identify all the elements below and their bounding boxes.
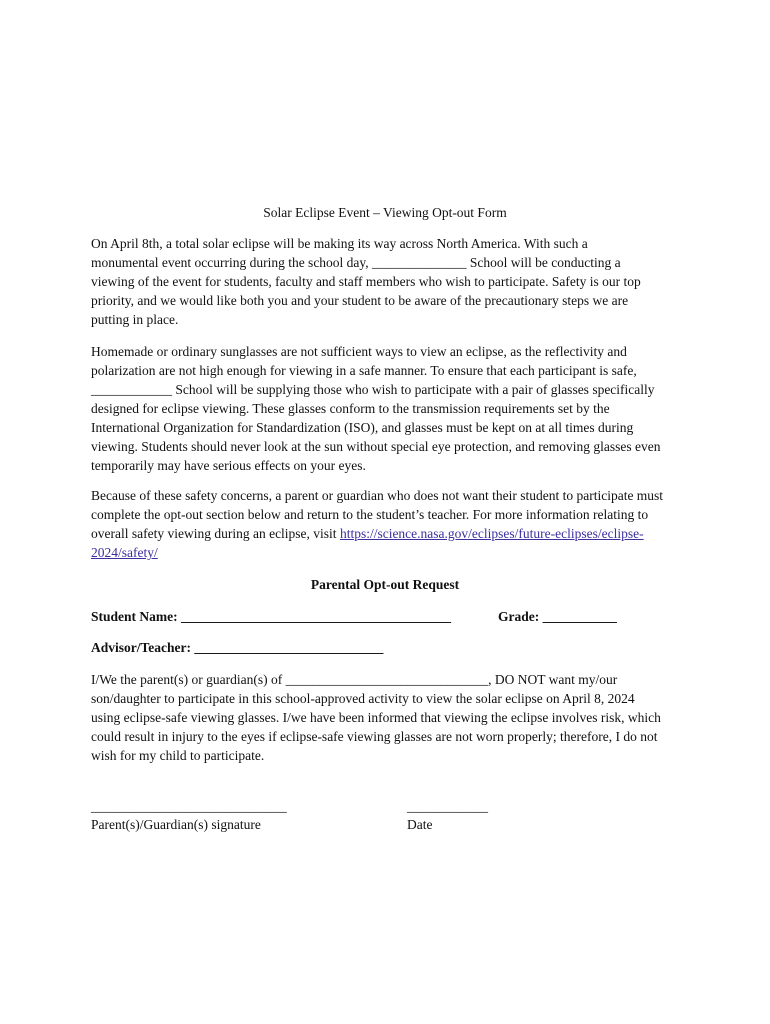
- paragraph-line: designed for eclipse viewing. These glasses conform to the transmission requirements set by the: [91, 401, 610, 416]
- paragraph-line: [91, 524, 683, 543]
- paragraph-line: On April 8th, a total solar eclipse will be making its way across North America. With such a: [91, 236, 588, 251]
- form-title: Solar Eclipse Event – Viewing Opt-out Form: [263, 205, 507, 220]
- paragraph-line: Because of these safety concerns, a parent or guardian who does not want their student to participate must: [91, 488, 664, 503]
- paragraph-line: ____________ School will be supplying those who wish to participate with a pair of glasses specifically: [91, 382, 655, 397]
- paragraph-line: son/daughter to participate in this school-approved activity to view the solar eclipse on April 8, 2024: [91, 691, 635, 706]
- safety-paragraph: [91, 486, 683, 562]
- paragraph-line: [91, 543, 683, 562]
- consent-paragraph: [91, 670, 683, 765]
- student-name-field[interactable]: Student Name: ________________________________________: [91, 609, 451, 624]
- paragraph-line: wish for my child to participate.: [91, 748, 265, 763]
- paragraph-line: viewing. Students should never look at the sun without special eye protection, and removing glasses even: [91, 439, 661, 454]
- nasa-safety-link-continued[interactable]: 2024/safety/: [91, 545, 158, 560]
- signature-label: Parent(s)/Guardian(s) signature: [91, 817, 261, 832]
- paragraph-line: viewing of the event for students, faculty and staff members who wish to participate. Safety is our top: [91, 274, 641, 289]
- paragraph-line: using eclipse-safe viewing glasses. I/we have been informed that viewing the eclipse involves risk, which: [91, 710, 661, 725]
- paragraph-line: priority, and we would like both you and your student to be aware of the precautionary steps we are: [91, 293, 629, 308]
- paragraph-line: could result in injury to the eyes if eclipse-safe viewing glasses are not worn properly; therefore, I do not: [91, 729, 658, 744]
- date-label: Date: [407, 817, 433, 832]
- glasses-paragraph: [91, 342, 683, 475]
- paragraph-line: I/We the parent(s) or guardian(s) of ______________________________, DO NOT want my/our: [91, 672, 618, 687]
- signature-line[interactable]: _____________________________: [91, 799, 287, 814]
- intro-paragraph: [91, 234, 683, 329]
- paragraph-line: International Organization for Standardization (ISO), and glasses must be kept on at all times during: [91, 420, 634, 435]
- grade-field[interactable]: Grade: ___________: [498, 609, 617, 624]
- paragraph-line: temporarily may have serious effects on your eyes.: [91, 458, 366, 473]
- section-title: Parental Opt-out Request: [310, 577, 460, 592]
- paragraph-line: monumental event occurring during the school day, ______________ School will be conducting a: [91, 255, 621, 270]
- paragraph-line: complete the opt-out section below and return to the student’s teacher. For more information relating to: [91, 507, 649, 522]
- advisor-teacher-field[interactable]: Advisor/Teacher: ____________________________: [91, 640, 384, 655]
- paragraph-line: putting in place.: [91, 312, 179, 327]
- paragraph-line: polarization are not high enough for viewing in a safe manner. To ensure that each participant is safe,: [91, 363, 637, 378]
- date-line[interactable]: ____________: [407, 799, 488, 814]
- paragraph-line: Homemade or ordinary sunglasses are not sufficient ways to view an eclipse, as the reflectivity and: [91, 344, 627, 359]
- link-intro-text: overall safety viewing during an eclipse, visit: [91, 526, 340, 541]
- nasa-safety-link[interactable]: https://science.nasa.gov/eclipses/future-eclipses/eclipse-: [339, 526, 644, 541]
